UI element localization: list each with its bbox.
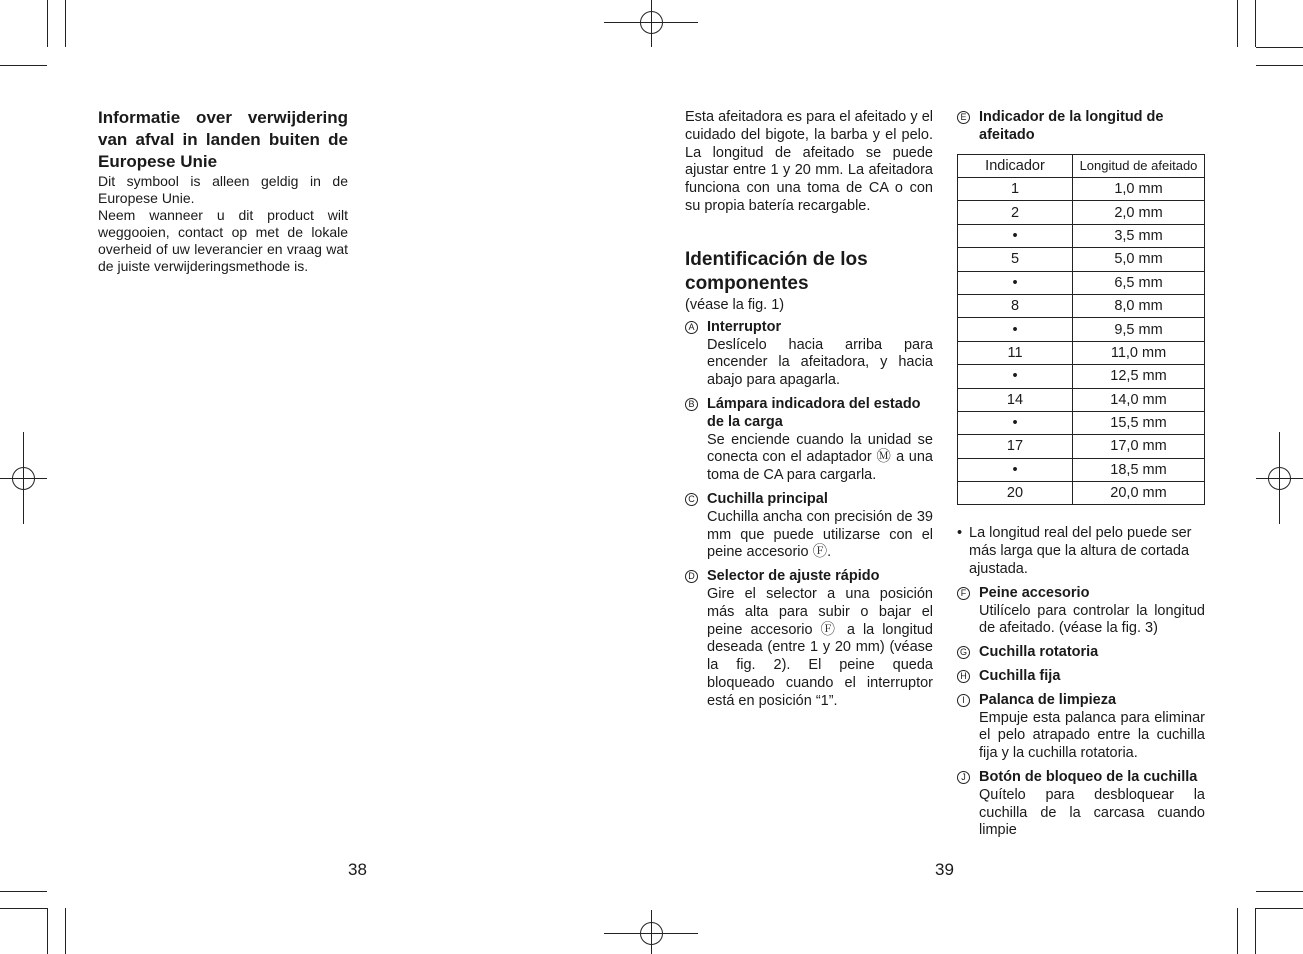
table-row [958, 318, 1205, 341]
table-row [958, 248, 1205, 271]
note-bullet: • La longitud real del pelo puede ser más larga que la altura de cortada ajustada. [957, 525, 1192, 578]
table-row [958, 482, 1205, 505]
circled-letter-e: E [957, 111, 970, 124]
section-subtitle: (véase la fig. 1) [685, 296, 785, 313]
table-row [958, 201, 1205, 224]
nl-disposal-heading: Informatie over verwijdering van afval in landen buiten de Europese Unie [98, 108, 348, 171]
length-cell: 20,0 mm [1073, 482, 1205, 505]
component-title: Interruptor [707, 318, 782, 335]
component-item-b [685, 396, 933, 485]
component-item-a [685, 319, 933, 390]
indicator-cell: 1 [958, 177, 1073, 200]
length-cell: 1,0 mm [1073, 177, 1205, 200]
component-item-j [957, 769, 1205, 840]
circled-letter-j: J [957, 771, 970, 784]
right-column [957, 109, 1205, 840]
intro-paragraph: Esta afeitadora es para el afeitado y el cuidado del bigote, la barba y el pelo. La longitud de afeitado se puede ajustar entre 1 y 20 mm. La afeitadora funciona con una toma de CA o con su propia batería recargable. [685, 109, 933, 214]
length-cell: 14,0 mm [1073, 388, 1205, 411]
length-cell: 17,0 mm [1073, 435, 1205, 458]
component-item-e [957, 109, 1205, 145]
table-row [958, 458, 1205, 481]
component-title: Cuchilla rotatoria [979, 644, 1099, 661]
table-row [958, 411, 1205, 434]
component-title: Selector de ajuste rápido [707, 568, 880, 585]
indicator-cell: 14 [958, 388, 1073, 411]
length-cell: 9,5 mm [1073, 318, 1205, 341]
table-row [958, 224, 1205, 247]
component-desc: Empuje esta palanca para eliminar el pelo atrapado entre la cuchilla fija y la cuchilla rotatoria. [979, 709, 1205, 762]
component-desc: Gire el selector a una posición más alta para subir o bajar el peine accesorio Ⓕ a la longitud deseada (entre 1 y 20 mm) (véase la fig. 2). El peine queda bloqueado cuando el interruptor está en posición “1”. [707, 585, 933, 709]
indicator-cell: 11 [958, 341, 1073, 364]
table-row [958, 177, 1205, 200]
indicator-cell: • [958, 318, 1073, 341]
circled-letter-h: H [957, 670, 970, 683]
indicator-cell: • [958, 271, 1073, 294]
circled-letter-i: I [957, 694, 970, 707]
component-desc: Quítelo para desbloquear la cuchilla de la carcasa cuando limpie [979, 786, 1205, 839]
note-text: La longitud real del pelo puede ser más larga que la altura de cortada ajustada. [969, 525, 1192, 578]
indicator-cell: • [958, 411, 1073, 434]
table-row [958, 388, 1205, 411]
circled-letter-f: F [957, 587, 970, 600]
component-title: Peine accesorio [979, 584, 1090, 601]
component-item-i [957, 692, 1205, 763]
component-desc: Se enciende cuando la unidad se conecta con el adaptador Ⓜ a una toma de CA para cargarla. [707, 431, 933, 484]
length-cell: 5,0 mm [1073, 248, 1205, 271]
table-row [958, 271, 1205, 294]
circled-letter-c: C [685, 493, 698, 506]
page-number-right: 39 [935, 860, 954, 879]
length-indicator-table [957, 154, 1205, 506]
length-cell: 15,5 mm [1073, 411, 1205, 434]
circled-letter-d: D [685, 570, 698, 583]
table-header-indicator: Indicador [958, 154, 1073, 177]
table-header-length: Longitud de afeitado [1073, 154, 1205, 177]
component-item-d [685, 568, 933, 710]
indicator-cell: • [958, 458, 1073, 481]
table-row [958, 294, 1205, 317]
table-row [958, 435, 1205, 458]
component-item-f [957, 585, 1205, 638]
component-desc: Utilícelo para controlar la longitud de afeitado. (véase la fig. 3) [979, 602, 1205, 637]
section-heading-line1: Identificación de los [685, 248, 868, 270]
indicator-cell: 2 [958, 201, 1073, 224]
length-cell: 12,5 mm [1073, 365, 1205, 388]
table-row [958, 365, 1205, 388]
component-title: Cuchilla principal [707, 490, 828, 507]
indicator-cell: • [958, 224, 1073, 247]
length-cell: 11,0 mm [1073, 341, 1205, 364]
indicator-cell: 20 [958, 482, 1073, 505]
length-cell: 3,5 mm [1073, 224, 1205, 247]
circled-letter-a: A [685, 321, 698, 334]
component-item-c [685, 491, 933, 562]
component-item-g [957, 644, 1205, 662]
circled-letter-b: B [685, 398, 698, 411]
component-item-h [957, 668, 1205, 686]
component-title: Botón de bloqueo de la cuchilla [979, 769, 1198, 786]
component-title: Indicador de la longitud de afeitado [979, 109, 1164, 143]
nl-paragraph-2: Neem wanneer u dit product wilt weggooien, contact op met de lokale overheid of uw leverancier en vraag wat de juiste verwijderingsmethode is. [98, 207, 348, 274]
page-number-left: 38 [348, 860, 367, 879]
component-title: Lámpara indicadora del estado de la carga [707, 395, 921, 430]
nl-paragraph-1: Dit symbool is alleen geldig in de Europese Unie. [98, 173, 348, 206]
section-heading-line2: componentes [685, 272, 809, 294]
circled-letter-g: G [957, 646, 970, 659]
component-title: Cuchilla fija [979, 668, 1061, 685]
component-title: Palanca de limpieza [979, 691, 1117, 708]
table-body [958, 177, 1205, 504]
component-desc: Deslícelo hacia arriba para encender la afeitadora, y hacia abajo para apagarla. [707, 336, 933, 389]
component-desc: Cuchilla ancha con precisión de 39 mm que puede utilizarse con el peine accesorio Ⓕ. [707, 508, 933, 561]
length-cell: 2,0 mm [1073, 201, 1205, 224]
length-cell: 18,5 mm [1073, 458, 1205, 481]
indicator-cell: 8 [958, 294, 1073, 317]
middle-column [685, 109, 933, 711]
indicator-cell: 5 [958, 248, 1073, 271]
table-row [958, 341, 1205, 364]
length-cell: 6,5 mm [1073, 271, 1205, 294]
left-page-content [98, 107, 348, 275]
indicator-cell: • [958, 365, 1073, 388]
indicator-cell: 17 [958, 435, 1073, 458]
length-cell: 8,0 mm [1073, 294, 1205, 317]
